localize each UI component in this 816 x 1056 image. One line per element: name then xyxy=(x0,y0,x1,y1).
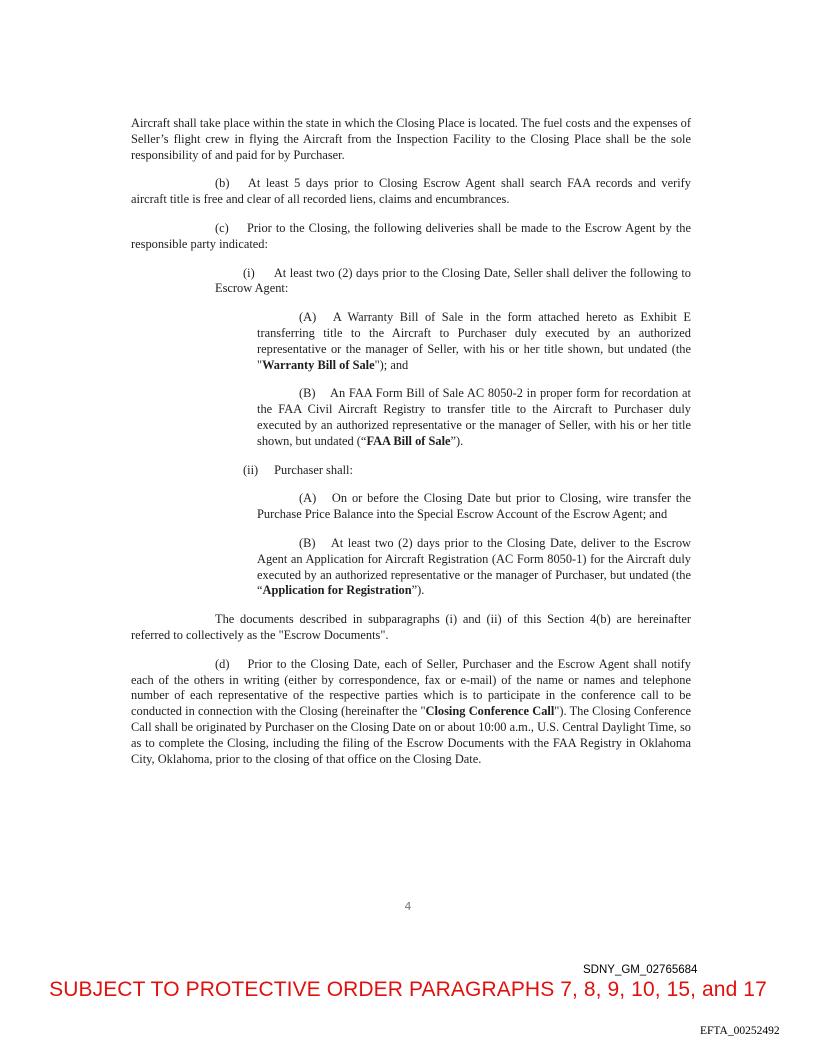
paragraph-c-label: (c) xyxy=(215,220,229,235)
application-registration-term: Application for Registration xyxy=(262,583,412,598)
paragraph-d: (d) Prior to the Closing Date, each of Seller, Purchaser and the Escrow Agent shall notify each of the others in writing (either by correspondence, fax or e-mail) of the name or names and telephone number of each representative of the respective parties which is to participate in the conference call to be conducted in connection with the Closing (hereinafter the "Closing Conference Call"). The Closing Conference Call shall be originated by Purchaser on the Closing Date on or about 10:00 a.m., U.S. Central Daylight Time, so as to complete the Closing, including the filing of the Escrow Documents with the FAA Registry in Oklahoma City, Oklahoma, prior to the closing of that office on the Closing Date. xyxy=(131,656,691,766)
subparagraph-ii xyxy=(215,463,691,479)
paragraph-b-text: At least 5 days prior to Closing Escrow Agent shall search FAA records and verify aircraft title is free and clear of all recorded liens, claims and encumbrances. xyxy=(131,176,691,207)
paragraph-d-label: (d) xyxy=(215,656,230,671)
faa-bill-term: FAA Bill of Sale xyxy=(366,433,451,448)
subparagraph-ii-a-label: (A) xyxy=(299,491,317,506)
subparagraph-i xyxy=(215,266,691,298)
subparagraph-ii-a: (A) On or before the Closing Date but prior to Closing, wire transfer the Purchase Price Balance into the Special Escrow Account of the Escrow Agent; and xyxy=(257,491,691,522)
paragraph-b xyxy=(131,176,691,208)
paragraph-c xyxy=(131,221,691,253)
subparagraph-i-a-label: (A) xyxy=(299,310,317,325)
subparagraph-ii-text: Purchaser shall: xyxy=(274,462,353,477)
subparagraph-i-label: (i) xyxy=(243,265,255,280)
paragraph-b-label: (b) xyxy=(215,176,230,191)
intro-paragraph: Aircraft shall take place within the state in which the Closing Place is located. The fuel costs and the expenses of Seller’s flight crew in flying the Aircraft from the Inspection Facility to the Closing Place shall be the sole responsibility of and paid for by Purchaser. xyxy=(131,116,691,162)
subparagraph-ii-label: (ii) xyxy=(243,462,259,477)
efta-number: EFTA_00252492 xyxy=(700,1025,780,1037)
subparagraph-i-text: At least two (2) days prior to the Closing Date, Seller shall deliver the following to Escrow Agent: xyxy=(215,265,691,296)
closing-conference-term: Closing Conference Call xyxy=(425,704,555,719)
protective-order-stamp: SUBJECT TO PROTECTIVE ORDER PARAGRAPHS 7, 8, 9, 10, 15, and 17 xyxy=(49,978,767,1001)
subparagraph-ii-b-label: (B) xyxy=(299,535,316,550)
subparagraph-i-a: (A) A Warranty Bill of Sale in the form attached hereto as Exhibit E transferring title to the Aircraft to Purchaser duly executed by an authorized representative or the manager of Seller, with his or her title shown, but undated (the "Warranty Bill of Sale"); and xyxy=(257,310,691,372)
document-body xyxy=(131,116,691,780)
escrow-documents-paragraph: The documents described in subparagraphs (i) and (ii) of this Section 4(b) are hereinafter referred to collectively as the "Escrow Documents". xyxy=(131,612,691,642)
subparagraph-i-b: (B) An FAA Form Bill of Sale AC 8050-2 in proper form for recordation at the FAA Civil Aircraft Registry to transfer title to the Aircraft to Purchaser duly executed by an authorized representative or the manager of Seller, with his or her title shown, but undated (“FAA Bill of Sale”). xyxy=(257,386,691,448)
bates-number: SDNY_GM_02765684 xyxy=(583,964,698,976)
paragraph-c-text: Prior to the Closing, the following deliveries shall be made to the Escrow Agent by the responsible party indicated: xyxy=(131,220,691,251)
subparagraph-i-b-label: (B) xyxy=(299,386,316,401)
page-number: 4 xyxy=(404,900,412,913)
subparagraph-ii-b: (B) At least two (2) days prior to the Closing Date, deliver to the Escrow Agent an Application for Aircraft Registration (AC Form 8050-1) for the Aircraft duly executed by an authorized representative or the manager of Purchaser, but undated (the “Application for Registration”). xyxy=(257,535,691,598)
warranty-bill-term: Warranty Bill of Sale xyxy=(262,357,375,372)
